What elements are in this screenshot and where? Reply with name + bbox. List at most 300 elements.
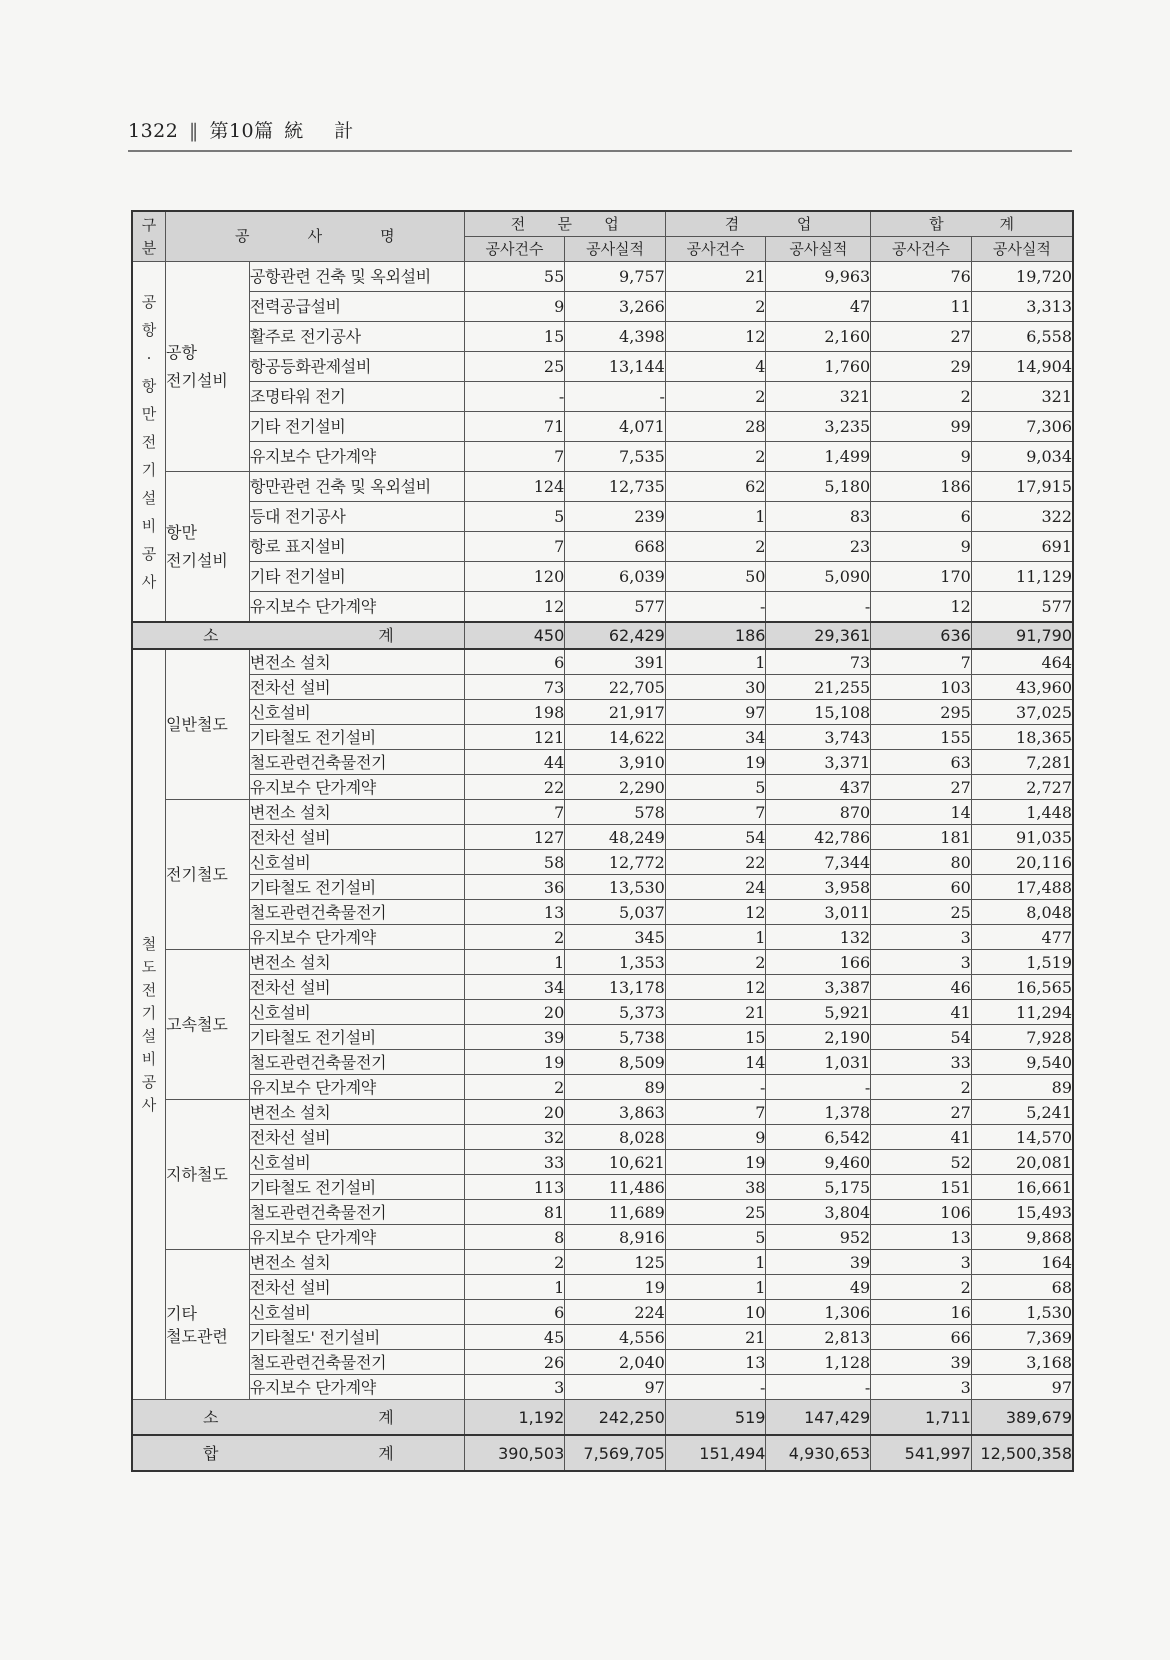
work-name-cell: 유지보수 단가계약 [249, 925, 464, 950]
value-cell: 7,928 [971, 1025, 1073, 1050]
value-cell: 25 [871, 900, 972, 925]
work-name-cell: 유지보수 단가계약 [249, 1225, 464, 1250]
value-cell: 1,353 [565, 950, 666, 975]
value-cell: 198 [464, 700, 565, 725]
value-cell: 9,868 [971, 1225, 1073, 1250]
value-cell: 6,542 [766, 1125, 871, 1150]
value-cell: 47 [766, 292, 871, 322]
table-row [132, 1375, 1073, 1400]
value-cell: 33 [464, 1150, 565, 1175]
subtotal-label-wrap [133, 624, 464, 647]
value-cell: 2 [871, 1075, 972, 1100]
work-name-cell: 전차선 설비 [249, 975, 464, 1000]
subtotal-label-1: 소 [203, 626, 219, 645]
value-cell: 2 [665, 950, 766, 975]
value-cell: 16,565 [971, 975, 1073, 1000]
value-cell: 5,175 [766, 1175, 871, 1200]
table-row [132, 825, 1073, 850]
section-label-char: 철 [141, 934, 157, 953]
table-header [132, 211, 1073, 262]
value-cell: 3,011 [766, 900, 871, 925]
section-label [132, 649, 166, 1400]
value-cell: 113 [464, 1175, 565, 1200]
header-count: 공사건수 [665, 237, 766, 262]
value-cell: 1,031 [766, 1050, 871, 1075]
value-cell: 1 [464, 1275, 565, 1300]
value-cell: 2 [665, 532, 766, 562]
section-label-char: 사 [141, 1095, 157, 1114]
work-name-cell: 철도관련건축물전기 [249, 750, 464, 775]
table-row [132, 472, 1073, 502]
work-name-cell: 유지보수 단가계약 [249, 592, 464, 623]
work-name-cell: 유지보수 단가계약 [249, 442, 464, 472]
value-cell: 8,028 [565, 1125, 666, 1150]
value-cell: 60 [871, 875, 972, 900]
value-cell: 81 [464, 1200, 565, 1225]
value-cell: 2 [665, 292, 766, 322]
header-count: 공사건수 [464, 237, 565, 262]
group-label [166, 800, 250, 950]
value-cell: 6,558 [971, 322, 1073, 352]
table-row [132, 800, 1073, 825]
table-row [132, 925, 1073, 950]
value-cell: 5 [665, 775, 766, 800]
value-cell: 22 [464, 775, 565, 800]
section-label [132, 262, 166, 623]
value-cell: 1,760 [766, 352, 871, 382]
value-cell: 20 [464, 1000, 565, 1025]
subtotal-label [132, 622, 464, 649]
value-cell: 15,108 [766, 700, 871, 725]
value-cell: 29 [871, 352, 972, 382]
header-count: 공사건수 [871, 237, 972, 262]
chapter-title: 統 計 [284, 120, 360, 142]
work-name-cell: 기타철도 전기설비 [249, 1025, 464, 1050]
subtotal-label-1: 소 [203, 1407, 219, 1427]
work-name-cell: 변전소 설치 [249, 950, 464, 975]
value-cell: 14 [871, 800, 972, 825]
work-name-cell: 유지보수 단가계약 [249, 1375, 464, 1400]
header-concurrent: 겸 업 [665, 211, 870, 237]
value-cell: - [464, 382, 565, 412]
value-cell: 321 [971, 382, 1073, 412]
value-cell: 1,448 [971, 800, 1073, 825]
value-cell: 4,398 [565, 322, 666, 352]
work-name-cell: 항공등화관제설비 [249, 352, 464, 382]
value-cell: 12 [665, 900, 766, 925]
value-cell: 121 [464, 725, 565, 750]
value-cell: 1,530 [971, 1300, 1073, 1325]
header-total: 합 계 [871, 211, 1073, 237]
value-cell: 11,689 [565, 1200, 666, 1225]
value-cell: 97 [565, 1375, 666, 1400]
value-cell: 164 [971, 1250, 1073, 1275]
value-cell: 14 [665, 1050, 766, 1075]
value-cell: 952 [766, 1225, 871, 1250]
value-cell: 55 [464, 262, 565, 292]
group-label [166, 649, 250, 800]
value-cell: 3,387 [766, 975, 871, 1000]
table-row [132, 1175, 1073, 1200]
value-cell: 7,369 [971, 1325, 1073, 1350]
value-cell: 870 [766, 800, 871, 825]
total-label [132, 1435, 464, 1471]
header-perf: 공사실적 [766, 237, 871, 262]
value-cell: 20,081 [971, 1150, 1073, 1175]
subtotal-value: 450 [464, 622, 565, 649]
value-cell: 151 [871, 1175, 972, 1200]
value-cell: 239 [565, 502, 666, 532]
subtotal-value: 1,192 [464, 1400, 565, 1436]
value-cell: 3,958 [766, 875, 871, 900]
value-cell: 103 [871, 675, 972, 700]
value-cell: 9 [871, 532, 972, 562]
value-cell: 41 [871, 1125, 972, 1150]
table-row [132, 502, 1073, 532]
header-perf: 공사실적 [971, 237, 1073, 262]
value-cell: 391 [565, 649, 666, 675]
value-cell: 11,486 [565, 1175, 666, 1200]
work-name-cell: 유지보수 단가계약 [249, 1075, 464, 1100]
value-cell: 89 [565, 1075, 666, 1100]
value-cell: 11,129 [971, 562, 1073, 592]
value-cell: 3,371 [766, 750, 871, 775]
value-cell: 46 [871, 975, 972, 1000]
value-cell: - [766, 1375, 871, 1400]
value-cell: 691 [971, 532, 1073, 562]
header-rule [128, 150, 1072, 152]
value-cell: 3 [871, 1375, 972, 1400]
work-name-cell: 전차선 설비 [249, 825, 464, 850]
value-cell: 39 [766, 1250, 871, 1275]
value-cell: 186 [871, 472, 972, 502]
value-cell: 27 [871, 1100, 972, 1125]
value-cell: 2 [464, 925, 565, 950]
value-cell: 52 [871, 1150, 972, 1175]
value-cell: 26 [464, 1350, 565, 1375]
value-cell: 50 [665, 562, 766, 592]
group-label-text: 공항 전기설비 [166, 342, 228, 390]
subtotal-value: 636 [871, 622, 972, 649]
value-cell: 2,190 [766, 1025, 871, 1050]
value-cell: 2,727 [971, 775, 1073, 800]
work-name-cell: 기타 전기설비 [249, 412, 464, 442]
value-cell: 21 [665, 1325, 766, 1350]
value-cell: 578 [565, 800, 666, 825]
value-cell: 2,160 [766, 322, 871, 352]
value-cell: 477 [971, 925, 1073, 950]
section-label-char: 공 [141, 1072, 157, 1091]
value-cell: 13,530 [565, 875, 666, 900]
value-cell: 7 [665, 1100, 766, 1125]
value-cell: 5,037 [565, 900, 666, 925]
work-name-cell: 항로 표지설비 [249, 532, 464, 562]
value-cell: 27 [871, 775, 972, 800]
value-cell: 1 [665, 502, 766, 532]
value-cell: 2 [464, 1250, 565, 1275]
group-label [166, 472, 250, 623]
value-cell: 9,540 [971, 1050, 1073, 1075]
value-cell: 5,241 [971, 1100, 1073, 1125]
table-body [132, 262, 1073, 1472]
value-cell: 1,499 [766, 442, 871, 472]
value-cell: 44 [464, 750, 565, 775]
value-cell: 16 [871, 1300, 972, 1325]
value-cell: 73 [464, 675, 565, 700]
value-cell: - [665, 592, 766, 623]
value-cell: 295 [871, 700, 972, 725]
value-cell: 5,921 [766, 1000, 871, 1025]
total-label-1: 합 [203, 1443, 219, 1463]
table-row [132, 352, 1073, 382]
value-cell: 3,235 [766, 412, 871, 442]
value-cell: 41 [871, 1000, 972, 1025]
subtotal-label-2: 계 [378, 1407, 394, 1427]
work-name-cell: 신호설비 [249, 1150, 464, 1175]
work-name-cell: 항만관련 건축 및 옥외설비 [249, 472, 464, 502]
value-cell: 6,039 [565, 562, 666, 592]
group-label [166, 950, 250, 1100]
table-row [132, 382, 1073, 412]
table-row [132, 322, 1073, 352]
value-cell: 3,910 [565, 750, 666, 775]
value-cell: - [766, 592, 871, 623]
value-cell: 1 [665, 1275, 766, 1300]
header-gubun: 구 분 [132, 211, 166, 262]
subtotal-value: 91,790 [971, 622, 1073, 649]
section-label-char: 기 [141, 460, 157, 479]
value-cell: 321 [766, 382, 871, 412]
section-label-char: 공 [141, 292, 157, 311]
value-cell: 5,090 [766, 562, 871, 592]
section-label-char: 설 [141, 488, 157, 507]
table-row [132, 900, 1073, 925]
value-cell: 1,519 [971, 950, 1073, 975]
group-label-text: 전기철도 [166, 865, 228, 884]
value-cell: 7 [464, 442, 565, 472]
subtotal-label [132, 1400, 464, 1436]
value-cell: 73 [766, 649, 871, 675]
value-cell: 5,373 [565, 1000, 666, 1025]
table-row [132, 1250, 1073, 1275]
work-name-cell: 철도관련건축물전기 [249, 1050, 464, 1075]
subtotal-value: 242,250 [565, 1400, 666, 1436]
section-label-char: 만 [141, 404, 157, 423]
subtotal-value: 29,361 [766, 622, 871, 649]
table-row [132, 1000, 1073, 1025]
header-name: 공 사 명 [166, 211, 465, 262]
work-name-cell: 전차선 설비 [249, 1125, 464, 1150]
table-row [132, 1300, 1073, 1325]
value-cell: 14,622 [565, 725, 666, 750]
section-label-char: 항 [141, 376, 157, 395]
subtotal-row [132, 622, 1073, 649]
value-cell: 166 [766, 950, 871, 975]
work-name-cell: 신호설비 [249, 700, 464, 725]
value-cell: 54 [665, 825, 766, 850]
value-cell: 21 [665, 1000, 766, 1025]
total-label-2: 계 [378, 1443, 394, 1463]
value-cell: 10 [665, 1300, 766, 1325]
value-cell: 6 [464, 649, 565, 675]
value-cell: 3 [871, 925, 972, 950]
table-row [132, 875, 1073, 900]
value-cell: 34 [464, 975, 565, 1000]
table-row [132, 412, 1073, 442]
value-cell: 9,460 [766, 1150, 871, 1175]
table-row [132, 562, 1073, 592]
value-cell: 36 [464, 875, 565, 900]
value-cell: 4,071 [565, 412, 666, 442]
section-label-char: 비 [141, 516, 157, 535]
value-cell: 8,048 [971, 900, 1073, 925]
table-row [132, 775, 1073, 800]
value-cell: 2 [464, 1075, 565, 1100]
value-cell: 132 [766, 925, 871, 950]
work-name-cell: 등대 전기공사 [249, 502, 464, 532]
table-row [132, 1050, 1073, 1075]
work-name-cell: 철도관련건축물전기 [249, 1350, 464, 1375]
table-row [132, 1075, 1073, 1100]
value-cell: 83 [766, 502, 871, 532]
group-label-text: 일반철도 [166, 715, 228, 734]
value-cell: 3 [464, 1375, 565, 1400]
value-cell: - [665, 1075, 766, 1100]
group-label-text: 기타 철도관련 [166, 1303, 228, 1346]
value-cell: 25 [464, 352, 565, 382]
work-name-cell: 유지보수 단가계약 [249, 775, 464, 800]
value-cell: 3,863 [565, 1100, 666, 1125]
value-cell: 24 [665, 875, 766, 900]
table-row [132, 1025, 1073, 1050]
value-cell: 91,035 [971, 825, 1073, 850]
subtotal-value: 62,429 [565, 622, 666, 649]
value-cell: 89 [971, 1075, 1073, 1100]
total-label-wrap [133, 1442, 464, 1465]
table-row [132, 262, 1073, 292]
value-cell: 30 [665, 675, 766, 700]
value-cell: 21 [665, 262, 766, 292]
work-name-cell: 철도관련건축물전기 [249, 900, 464, 925]
value-cell: 18,365 [971, 725, 1073, 750]
value-cell: 19 [565, 1275, 666, 1300]
value-cell: 54 [871, 1025, 972, 1050]
subtotal-label-2: 계 [378, 626, 394, 645]
value-cell: 38 [665, 1175, 766, 1200]
value-cell: 2,040 [565, 1350, 666, 1375]
value-cell: 13 [665, 1350, 766, 1375]
section-label-char: 기 [141, 1003, 157, 1022]
value-cell: 3,266 [565, 292, 666, 322]
value-cell: 3,313 [971, 292, 1073, 322]
value-cell: 21,255 [766, 675, 871, 700]
value-cell: 7 [871, 649, 972, 675]
page-number: 1322 [128, 120, 179, 142]
table-row [132, 850, 1073, 875]
value-cell: 6 [871, 502, 972, 532]
value-cell: 49 [766, 1275, 871, 1300]
value-cell: 14,570 [971, 1125, 1073, 1150]
work-name-cell: 신호설비 [249, 1300, 464, 1325]
value-cell: 13,178 [565, 975, 666, 1000]
work-name-cell: 조명타워 전기 [249, 382, 464, 412]
value-cell: 17,915 [971, 472, 1073, 502]
work-name-cell: 기타 전기설비 [249, 562, 464, 592]
value-cell: 2 [665, 442, 766, 472]
value-cell: 12 [665, 975, 766, 1000]
value-cell: 71 [464, 412, 565, 442]
value-cell: 39 [871, 1350, 972, 1375]
section-label-char: 사 [141, 572, 157, 591]
total-value: 390,503 [464, 1435, 565, 1471]
value-cell: 5 [464, 502, 565, 532]
value-cell: 668 [565, 532, 666, 562]
value-cell: 7 [464, 532, 565, 562]
subtotal-value: 186 [665, 622, 766, 649]
value-cell: 25 [665, 1200, 766, 1225]
table-row [132, 1125, 1073, 1150]
value-cell: 127 [464, 825, 565, 850]
header-perf: 공사실적 [565, 237, 666, 262]
value-cell: 577 [565, 592, 666, 623]
value-cell: 63 [871, 750, 972, 775]
total-row [132, 1435, 1073, 1471]
value-cell: 23 [766, 532, 871, 562]
value-cell: 12 [665, 322, 766, 352]
value-cell: 170 [871, 562, 972, 592]
section-label-char: · [146, 348, 152, 367]
value-cell: - [565, 382, 666, 412]
value-cell: 8,509 [565, 1050, 666, 1075]
table-row [132, 950, 1073, 975]
work-name-cell: 변전소 설치 [249, 649, 464, 675]
section-label-char: 공 [141, 544, 157, 563]
value-cell: 48,249 [565, 825, 666, 850]
value-cell: 1,306 [766, 1300, 871, 1325]
work-name-cell: 전차선 설비 [249, 1275, 464, 1300]
value-cell: 34 [665, 725, 766, 750]
work-name-cell: 신호설비 [249, 850, 464, 875]
value-cell: 15 [464, 322, 565, 352]
value-cell: 181 [871, 825, 972, 850]
value-cell: 14,904 [971, 352, 1073, 382]
value-cell: 1,378 [766, 1100, 871, 1125]
total-value: 7,569,705 [565, 1435, 666, 1471]
value-cell: 5,738 [565, 1025, 666, 1050]
value-cell: 99 [871, 412, 972, 442]
table-row [132, 725, 1073, 750]
value-cell: 224 [565, 1300, 666, 1325]
value-cell: 80 [871, 850, 972, 875]
value-cell: 11,294 [971, 1000, 1073, 1025]
value-cell: 76 [871, 262, 972, 292]
total-value: 541,997 [871, 1435, 972, 1471]
value-cell: 3 [871, 1250, 972, 1275]
value-cell: 13 [871, 1225, 972, 1250]
value-cell: 27 [871, 322, 972, 352]
table-row [132, 1200, 1073, 1225]
work-name-cell: 변전소 설치 [249, 1250, 464, 1275]
value-cell: 7,344 [766, 850, 871, 875]
value-cell: 3 [871, 950, 972, 975]
value-cell: 1 [665, 1250, 766, 1275]
group-label-text: 항만 전기설비 [166, 522, 228, 570]
value-cell: 155 [871, 725, 972, 750]
chapter-label: 第10篇 [209, 120, 274, 142]
work-name-cell: 변전소 설치 [249, 800, 464, 825]
subtotal-label-wrap [133, 1406, 464, 1429]
group-label [166, 262, 250, 472]
